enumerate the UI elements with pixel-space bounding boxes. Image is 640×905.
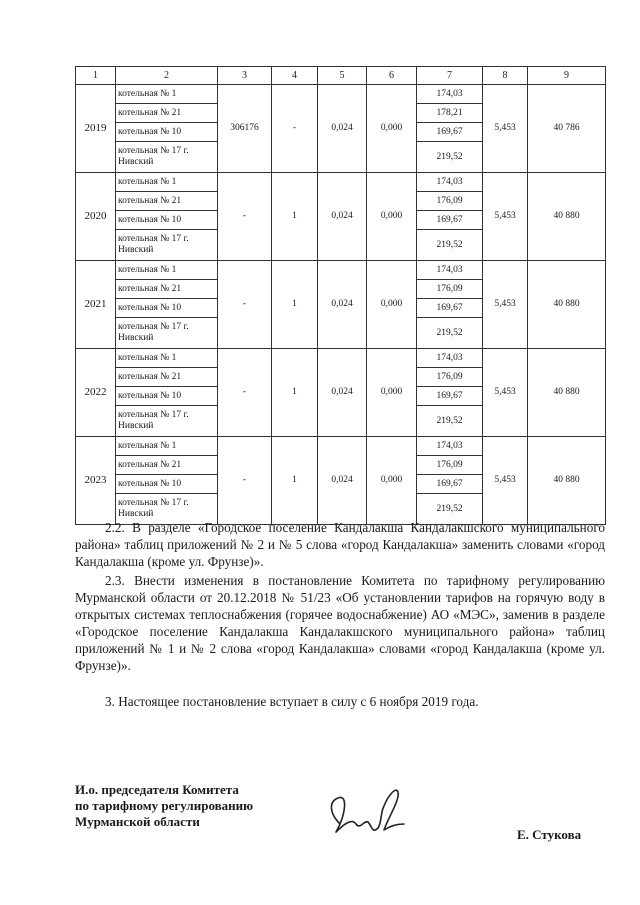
- col7-value: 169,67: [417, 299, 483, 318]
- col-header: 5: [318, 67, 367, 85]
- col9-value: 40 880: [528, 349, 606, 437]
- col7-value: 176,09: [417, 368, 483, 387]
- col5-value: 0,024: [318, 261, 367, 349]
- col8-value: 5,453: [483, 261, 528, 349]
- col3-value: -: [218, 261, 272, 349]
- col7-value: 219,52: [417, 406, 483, 437]
- boiler-name: котельная № 10: [116, 123, 218, 142]
- signatory-title-line: по тарифному регулированию: [75, 798, 254, 813]
- tariff-table: [75, 66, 606, 525]
- year-cell: 2020: [76, 173, 116, 261]
- boiler-name: котельная № 17 г. Нивский: [116, 494, 218, 525]
- boiler-name: котельная № 10: [116, 211, 218, 230]
- col6-value: 0,000: [367, 349, 417, 437]
- col-header: 9: [528, 67, 606, 85]
- table-row: [76, 85, 606, 104]
- table-header-row: [76, 67, 606, 85]
- col-header: 4: [272, 67, 318, 85]
- col9-value: 40 880: [528, 261, 606, 349]
- signatory-title-line: И.о. председателя Комитета: [75, 782, 239, 797]
- table-row: [76, 437, 606, 456]
- col8-value: 5,453: [483, 437, 528, 525]
- paragraph-2-2: [75, 519, 605, 570]
- year-cell: 2021: [76, 261, 116, 349]
- col4-value: -: [272, 85, 318, 173]
- col-header: 1: [76, 67, 116, 85]
- paragraph-2-3-text: 2.3. Внести изменения в постановление Комитета по тарифному регулированию Мурманской области от 20.12.2018 № 51/23 «Об установлении тарифов на горячую воду в открытых системах теплоснабжения (горячее водоснабжение) АО «МЭС», заменив в разделе «Городское поселение Кандалакша Кандалакшского муниципального района» таблиц приложений № 1 и № 2 слова «город Кандалакша» словами «город Кандалакша (кроме ул. Фрунзе)».: [75, 573, 605, 673]
- boiler-name: котельная № 21: [116, 104, 218, 123]
- boiler-name: котельная № 10: [116, 475, 218, 494]
- col7-value: 169,67: [417, 387, 483, 406]
- col7-value: 174,03: [417, 261, 483, 280]
- paragraph-2-3: [75, 572, 605, 674]
- table-row: [76, 173, 606, 192]
- col6-value: 0,000: [367, 85, 417, 173]
- boiler-name: котельная № 21: [116, 456, 218, 475]
- col6-value: 0,000: [367, 437, 417, 525]
- paragraph-3: [75, 693, 605, 710]
- col-header: 2: [116, 67, 218, 85]
- col7-value: 174,03: [417, 85, 483, 104]
- boiler-name: котельная № 10: [116, 299, 218, 318]
- col7-value: 176,09: [417, 192, 483, 211]
- boiler-name: котельная № 17 г. Нивский: [116, 406, 218, 437]
- col9-value: 40 786: [528, 85, 606, 173]
- col-header: 7: [417, 67, 483, 85]
- table-row: [76, 349, 606, 368]
- signatory-name: Е. Стукова: [517, 827, 582, 842]
- col3-value: 306176: [218, 85, 272, 173]
- signatory-title: [75, 782, 253, 830]
- col7-value: 219,52: [417, 230, 483, 261]
- boiler-name: котельная № 21: [116, 368, 218, 387]
- col5-value: 0,024: [318, 173, 367, 261]
- col7-value: 174,03: [417, 437, 483, 456]
- boiler-name: котельная № 21: [116, 280, 218, 299]
- boiler-name: котельная № 1: [116, 437, 218, 456]
- col9-value: 40 880: [528, 173, 606, 261]
- col5-value: 0,024: [318, 349, 367, 437]
- boiler-name: котельная № 1: [116, 85, 218, 104]
- handwritten-signature: [322, 784, 412, 846]
- boiler-name: котельная № 17 г. Нивский: [116, 230, 218, 261]
- paragraph-2-2-text: 2.2. В разделе «Городское поселение Кандалакша Кандалакшского муниципального района» таблиц приложений № 2 и № 5 слова «город Кандалакша» заменить словами «город Кандалакша (кроме ул. Фрунзе)».: [75, 520, 605, 569]
- col7-value: 169,67: [417, 123, 483, 142]
- year-cell: 2019: [76, 85, 116, 173]
- col-header: 8: [483, 67, 528, 85]
- paragraph-3-text: 3. Настоящее постановление вступает в силу с 6 ноября 2019 года.: [105, 694, 479, 709]
- col5-value: 0,024: [318, 85, 367, 173]
- col4-value: 1: [272, 261, 318, 349]
- col7-value: 174,03: [417, 349, 483, 368]
- col6-value: 0,000: [367, 261, 417, 349]
- col4-value: 1: [272, 173, 318, 261]
- boiler-name: котельная № 1: [116, 261, 218, 280]
- col-header: 3: [218, 67, 272, 85]
- col7-value: 174,03: [417, 173, 483, 192]
- col3-value: -: [218, 173, 272, 261]
- col7-value: 178,21: [417, 104, 483, 123]
- signatory-title-line: Мурманской области: [75, 814, 200, 829]
- table-row: [76, 261, 606, 280]
- boiler-name: котельная № 1: [116, 173, 218, 192]
- col4-value: 1: [272, 437, 318, 525]
- col7-value: 169,67: [417, 211, 483, 230]
- col8-value: 5,453: [483, 173, 528, 261]
- boiler-name: котельная № 10: [116, 387, 218, 406]
- col-header: 6: [367, 67, 417, 85]
- col7-value: 219,52: [417, 142, 483, 173]
- col8-value: 5,453: [483, 349, 528, 437]
- boiler-name: котельная № 17 г. Нивский: [116, 318, 218, 349]
- boiler-name: котельная № 21: [116, 192, 218, 211]
- boiler-name: котельная № 1: [116, 349, 218, 368]
- year-cell: 2022: [76, 349, 116, 437]
- col3-value: -: [218, 437, 272, 525]
- col4-value: 1: [272, 349, 318, 437]
- boiler-name: котельная № 17 г. Нивский: [116, 142, 218, 173]
- year-cell: 2023: [76, 437, 116, 525]
- col7-value: 176,09: [417, 280, 483, 299]
- col3-value: -: [218, 349, 272, 437]
- col6-value: 0,000: [367, 173, 417, 261]
- col8-value: 5,453: [483, 85, 528, 173]
- col7-value: 176,09: [417, 456, 483, 475]
- col9-value: 40 880: [528, 437, 606, 525]
- col7-value: 219,52: [417, 494, 483, 525]
- col7-value: 219,52: [417, 318, 483, 349]
- col5-value: 0,024: [318, 437, 367, 525]
- col7-value: 169,67: [417, 475, 483, 494]
